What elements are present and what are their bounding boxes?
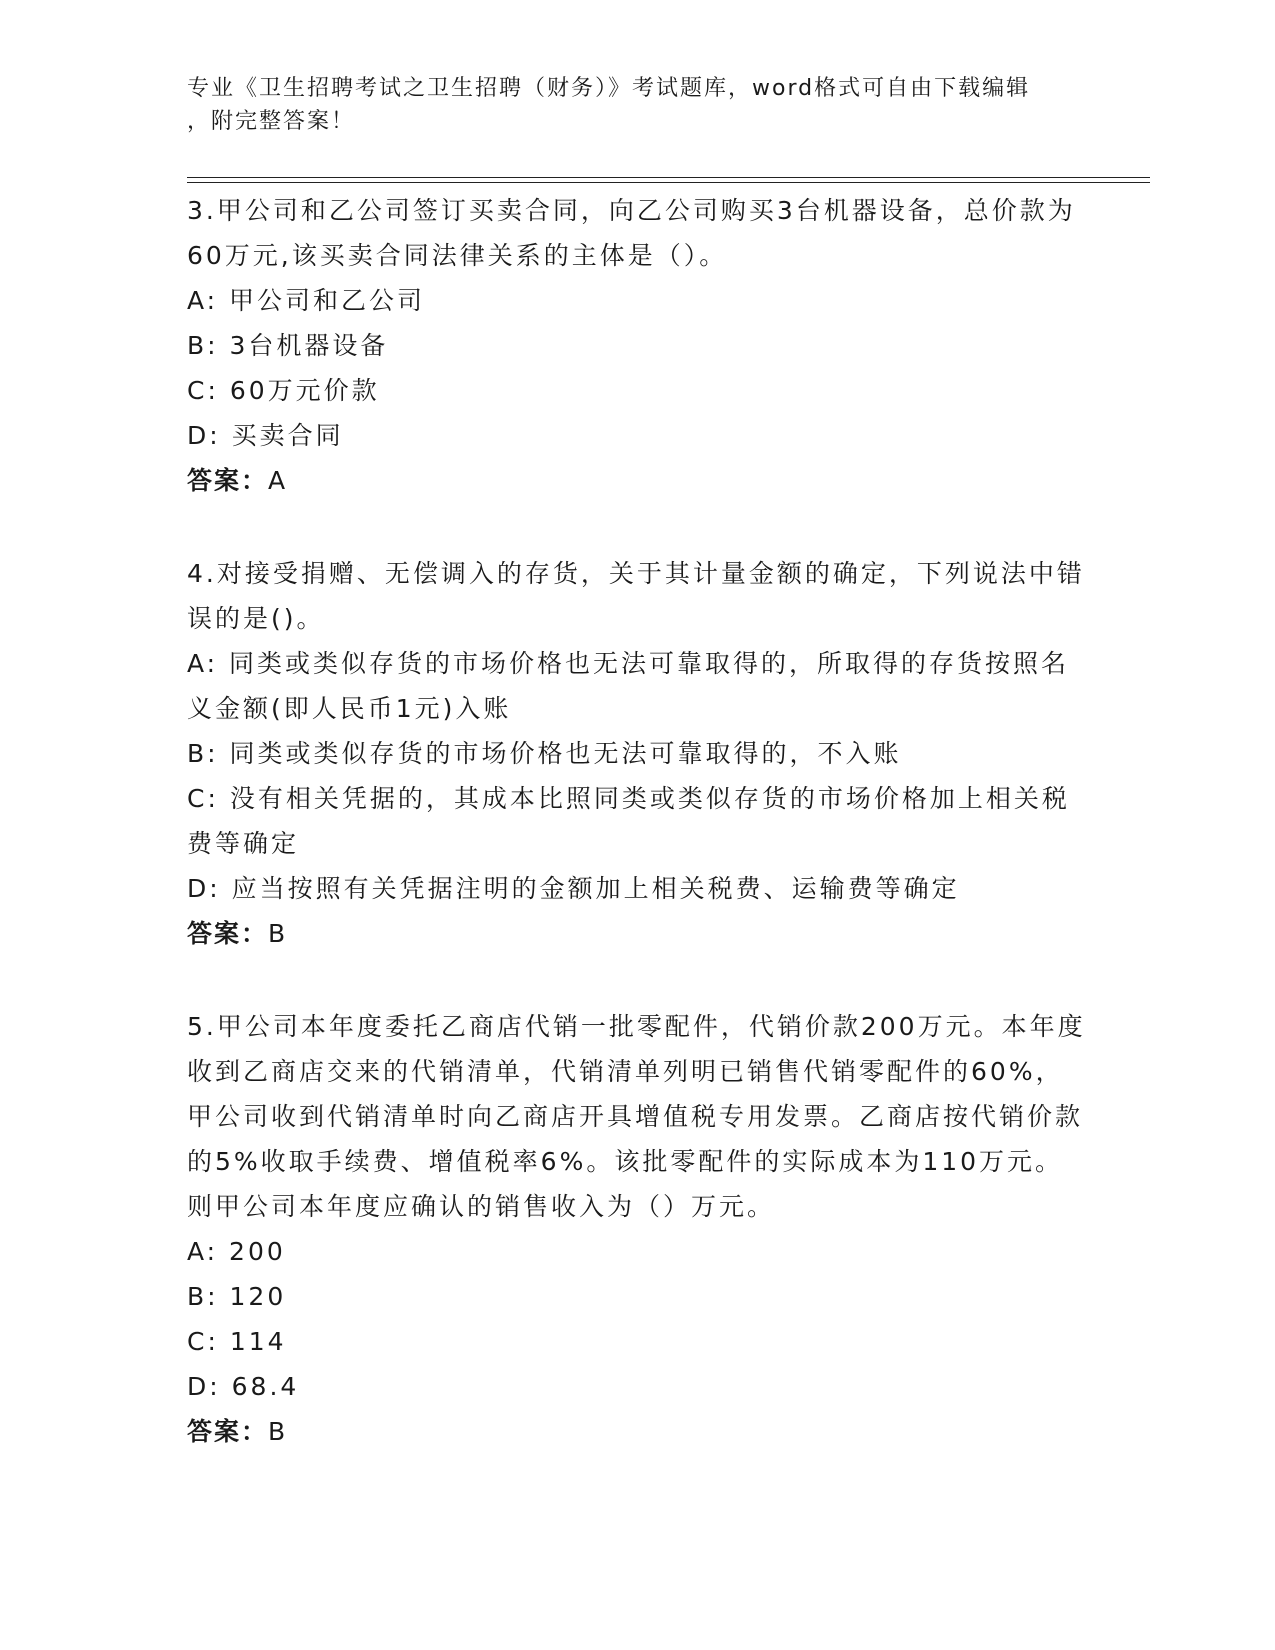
option-letter: B:	[187, 331, 219, 360]
option-c	[187, 776, 1087, 866]
option-d	[187, 1364, 1087, 1409]
question-stem: 对接受捐赠、无偿调入的存货，关于其计量金额的确定，下列说法中错误的是()。	[187, 559, 1085, 633]
option-letter: D:	[187, 1372, 221, 1401]
option-letter: D:	[187, 874, 221, 903]
option-text: 114	[229, 1327, 287, 1356]
answer-value: A	[268, 466, 288, 495]
option-text: 同类或类似存货的市场价格也无法可靠取得的，不入账	[229, 739, 902, 768]
question-4	[187, 551, 1087, 956]
option-text: 应当按照有关凭据注明的金额加上相关税费、运输费等确定	[231, 874, 960, 903]
option-text: 120	[229, 1282, 287, 1311]
question-text	[187, 188, 1087, 278]
answer-line	[187, 911, 1087, 956]
answer-line	[187, 458, 1087, 503]
question-text	[187, 1004, 1087, 1229]
answer-label: 答案：	[187, 1417, 269, 1446]
answer-line	[187, 1409, 1087, 1454]
option-d	[187, 413, 1087, 458]
option-letter: C:	[187, 1327, 219, 1356]
option-a	[187, 278, 1087, 323]
option-letter: A:	[187, 286, 219, 315]
answer-value: B	[268, 919, 288, 948]
header-divider-top	[187, 177, 1150, 178]
answer-label: 答案：	[187, 919, 269, 948]
question-3	[187, 188, 1087, 503]
option-text: 60万元价款	[229, 376, 380, 405]
question-number: 5.	[187, 1012, 217, 1041]
question-stem: 甲公司本年度委托乙商店代销一批零配件，代销价款200万元。本年度收到乙商店交来的代销清单，代销清单列明已销售代销零配件的60%，甲公司收到代销清单时向乙商店开具增值税专用发票。乙商店按代销价款的5%收取手续费、增值税率6%。该批零配件的实际成本为110万元。则甲公司本年度应确认的销售收入为（）万元。	[187, 1012, 1086, 1221]
option-letter: C:	[187, 376, 219, 405]
option-text: 买卖合同	[231, 421, 344, 450]
answer-label: 答案：	[187, 466, 269, 495]
question-number: 3.	[187, 196, 217, 225]
option-letter: B:	[187, 1282, 219, 1311]
header-line-1: 专业《卫生招聘考试之卫生招聘（财务）》考试题库，word格式可自由下载编辑	[187, 76, 1031, 101]
option-letter: A:	[187, 649, 219, 678]
option-text: 68.4	[231, 1372, 300, 1401]
question-text	[187, 551, 1087, 641]
option-b	[187, 731, 1087, 776]
option-text: 甲公司和乙公司	[229, 286, 426, 315]
header-divider-bottom	[187, 182, 1150, 183]
option-text: 同类或类似存货的市场价格也无法可靠取得的，所取得的存货按照名义金额(即人民币1元)入账	[187, 649, 1070, 723]
option-b	[187, 323, 1087, 368]
header-line-2: ，附完整答案！	[187, 109, 356, 134]
option-text: 没有相关凭据的，其成本比照同类或类似存货的市场价格加上相关税费等确定	[187, 784, 1070, 858]
option-text: 200	[229, 1237, 286, 1266]
question-number: 4.	[187, 559, 217, 588]
option-letter: D:	[187, 421, 221, 450]
document-header	[187, 72, 1067, 138]
question-list	[187, 188, 1087, 1502]
question-stem: 甲公司和乙公司签订买卖合同，向乙公司购买3台机器设备，总价款为60万元,该买卖合同法律关系的主体是（）。	[187, 196, 1076, 270]
option-letter: A:	[187, 1237, 219, 1266]
option-c	[187, 368, 1087, 413]
option-text: 3台机器设备	[229, 331, 389, 360]
option-a	[187, 1229, 1087, 1274]
option-b	[187, 1274, 1087, 1319]
answer-value: B	[268, 1417, 288, 1446]
option-a	[187, 641, 1087, 731]
option-c	[187, 1319, 1087, 1364]
question-5	[187, 1004, 1087, 1454]
option-d	[187, 866, 1087, 911]
option-letter: C:	[187, 784, 219, 813]
option-letter: B:	[187, 739, 219, 768]
